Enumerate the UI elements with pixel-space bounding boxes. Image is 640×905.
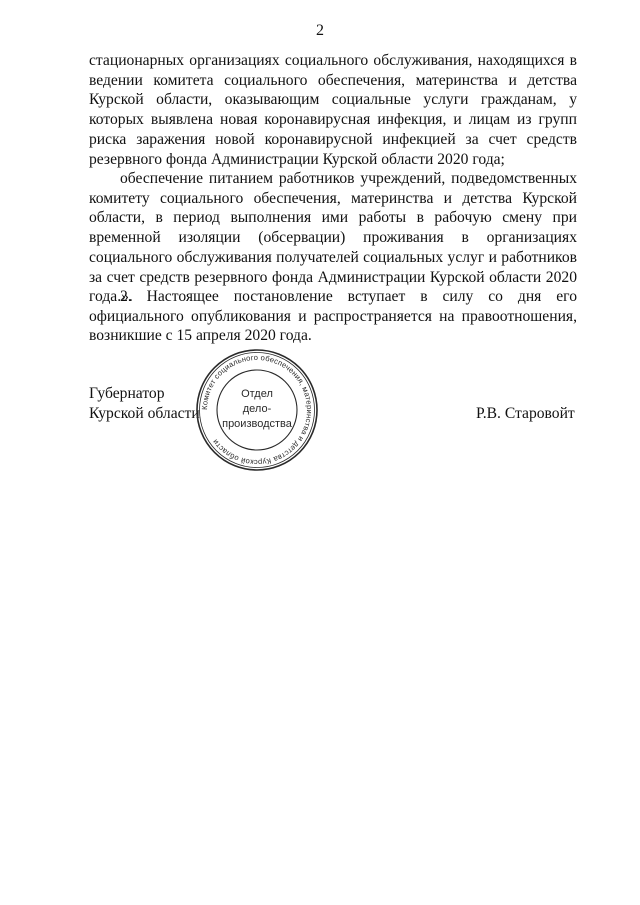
stamp-seal-icon xyxy=(194,347,320,473)
stamp-center-line2: дело- xyxy=(242,403,272,415)
governor-name: Р.В. Старовойт xyxy=(476,405,575,422)
governor-region: Курской области xyxy=(89,405,200,422)
page-number: 2 xyxy=(316,22,324,39)
stamp-ring-text: Комитет социального обеспечения, материнства и детства Курской области xyxy=(199,352,315,468)
stamp-center-line1: Отдел xyxy=(241,388,273,400)
official-stamp xyxy=(194,347,320,473)
governor-title: Губернатор xyxy=(89,385,165,402)
paragraph-continuation: стационарных организациях социального обслуживания, находящихся в ведении комитета социального обеспечения, материнства и детства Курской области, оказывающим социальные услуги гражданам, у которых выявлена новая коронавирусная инфекция, и лицам из групп риска заражения новой коронавирусной инфекцией за счет средств резервного фонда Администрации Курской области 2020 года; xyxy=(89,52,577,168)
stamp-center-line3: производства xyxy=(222,418,292,430)
paragraph-effective-date: 2. Настоящее постановление вступает в силу со дня его официального опубликования и распространяется на правоотношения, возникшие с 15 апреля 2020 года. xyxy=(89,288,577,345)
paragraph-nutrition: обеспечение питанием работников учреждений, подведомственных комитету социального обеспечения, материнства и детства Курской области, в период выполнения ими работы в рабочую смену при временной изоляции (обсервации) проживания в организациях социального обслуживания получателей социальных услуг и работников за счет средств резервного фонда Администрации Курской области 2020 года.». xyxy=(89,170,577,306)
